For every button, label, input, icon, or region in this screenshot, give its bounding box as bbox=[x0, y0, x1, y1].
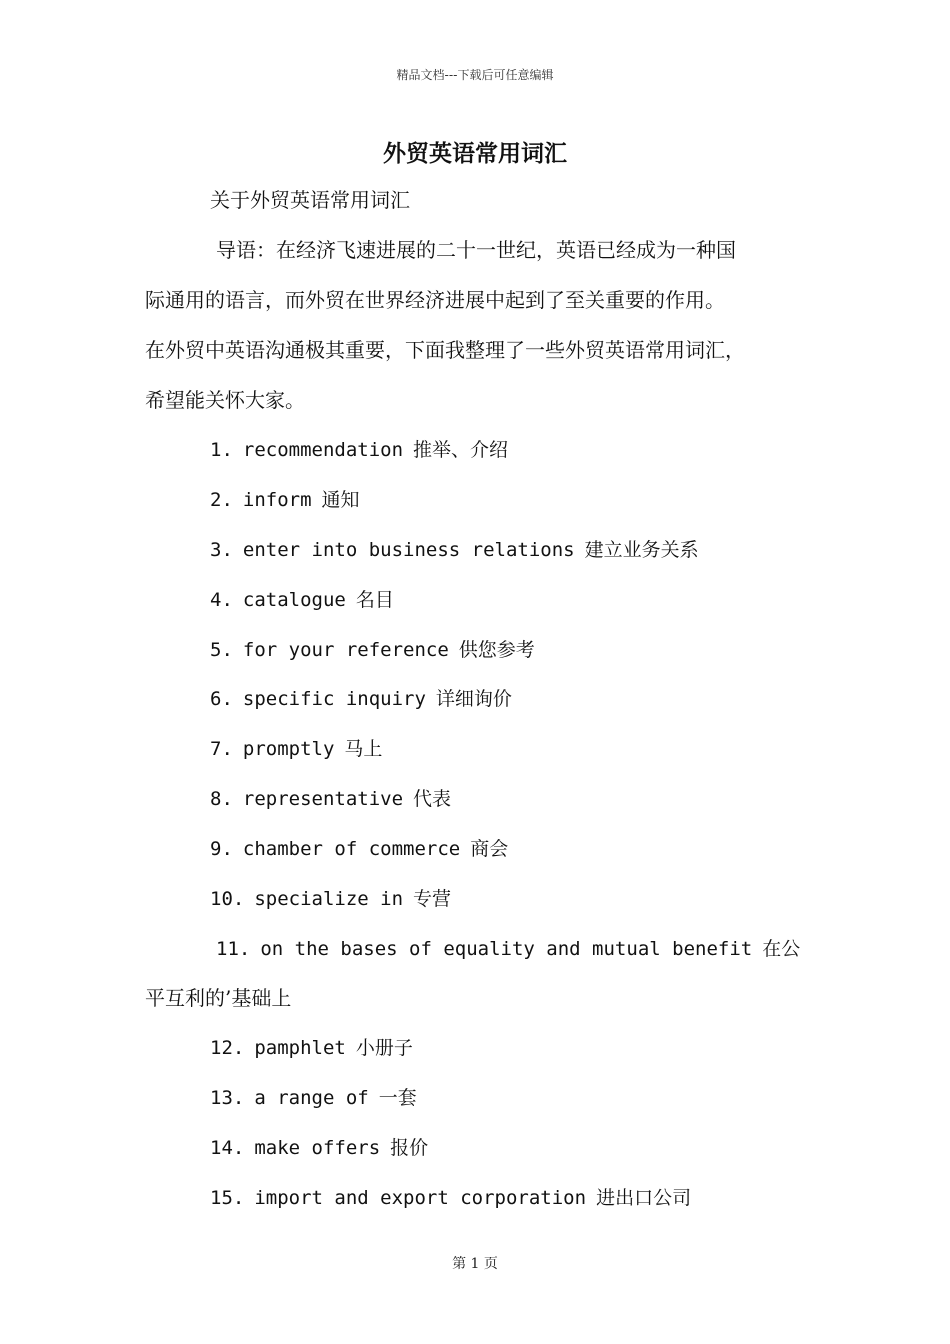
vocab-number: 9. bbox=[210, 838, 233, 860]
vocab-english: representative bbox=[242, 788, 404, 810]
vocab-number: 3. bbox=[210, 539, 233, 561]
document-title: 外贸英语常用词汇 bbox=[383, 140, 567, 167]
vocab-item-10 bbox=[210, 885, 451, 913]
vocab-english: inform bbox=[242, 489, 312, 511]
vocab-english: specific inquiry bbox=[242, 688, 426, 710]
vocab-chinese: 进出口公司 bbox=[596, 1187, 692, 1209]
vocab-chinese: 在公 bbox=[762, 938, 801, 960]
vocab-chinese: 小册子 bbox=[355, 1037, 413, 1059]
intro-line-4: 希望能关怀大家。 bbox=[145, 388, 305, 412]
header-note: 精品文档---下载后可任意编辑 bbox=[396, 68, 554, 82]
vocab-chinese: 商会 bbox=[470, 838, 509, 860]
vocab-item-7 bbox=[210, 735, 382, 763]
vocab-number: 11. bbox=[216, 938, 251, 960]
intro-line-1: 导语：在经济飞速进展的二十一世纪，英语已经成为一种国 bbox=[216, 238, 736, 262]
vocab-item-9 bbox=[210, 835, 508, 863]
vocab-chinese: 一套 bbox=[378, 1087, 417, 1109]
vocab-number: 15. bbox=[210, 1187, 245, 1209]
vocab-item-2 bbox=[210, 486, 360, 514]
document-subtitle: 关于外贸英语常用词汇 bbox=[210, 188, 410, 212]
intro-line-3: 在外贸中英语沟通极其重要，下面我整理了一些外贸英语常用词汇， bbox=[145, 338, 745, 362]
vocab-english: chamber of commerce bbox=[242, 838, 461, 860]
vocab-english: import and export corporation bbox=[254, 1187, 587, 1209]
vocab-number: 8. bbox=[210, 788, 233, 810]
vocab-chinese: 代表 bbox=[413, 788, 452, 810]
vocab-number: 10. bbox=[210, 888, 245, 910]
vocab-item-12 bbox=[210, 1034, 413, 1062]
vocab-english: promptly bbox=[242, 738, 335, 760]
vocab-chinese: 名目 bbox=[355, 589, 394, 611]
vocab-number: 5. bbox=[210, 639, 233, 661]
vocab-number: 1. bbox=[210, 439, 233, 461]
vocab-item-6 bbox=[210, 685, 512, 713]
vocab-english: recommendation bbox=[242, 439, 404, 461]
vocab-item-14 bbox=[210, 1134, 428, 1162]
vocab-item-4 bbox=[210, 586, 394, 614]
vocab-english: for your reference bbox=[242, 639, 449, 661]
vocab-chinese: 报价 bbox=[390, 1137, 429, 1159]
vocab-item-13 bbox=[210, 1084, 417, 1112]
vocab-english: pamphlet bbox=[254, 1037, 346, 1059]
vocab-item-5 bbox=[210, 636, 535, 664]
vocab-chinese: 建立业务关系 bbox=[584, 539, 699, 561]
intro-line-2: 际通用的语言，而外贸在世界经济进展中起到了至关重要的作用。 bbox=[145, 288, 725, 312]
page-number: 第 1 页 bbox=[452, 1256, 498, 1272]
vocab-item-11 bbox=[216, 935, 800, 963]
vocab-chinese: 专营 bbox=[413, 888, 452, 910]
vocab-english: enter into business relations bbox=[242, 539, 575, 561]
vocab-english: a range of bbox=[254, 1087, 369, 1109]
vocab-item-11-continuation: 平互利的’基础上 bbox=[145, 986, 292, 1010]
vocab-chinese: 推举、介绍 bbox=[413, 439, 509, 461]
vocab-item-15 bbox=[210, 1184, 691, 1212]
vocab-item-8 bbox=[210, 785, 451, 813]
vocab-chinese: 通知 bbox=[321, 489, 360, 511]
vocab-chinese: 马上 bbox=[344, 738, 383, 760]
vocab-english: on the bases of equality and mutual benefit bbox=[260, 938, 753, 960]
vocab-number: 6. bbox=[210, 688, 233, 710]
vocab-number: 13. bbox=[210, 1087, 245, 1109]
vocab-number: 2. bbox=[210, 489, 233, 511]
vocab-item-1 bbox=[210, 436, 508, 464]
vocab-english: make offers bbox=[254, 1137, 381, 1159]
vocab-chinese: 供您参考 bbox=[458, 639, 535, 661]
vocab-number: 4. bbox=[210, 589, 233, 611]
vocab-english: specialize in bbox=[254, 888, 404, 910]
vocab-number: 14. bbox=[210, 1137, 245, 1159]
vocab-english: catalogue bbox=[242, 589, 346, 611]
vocab-number: 12. bbox=[210, 1037, 245, 1059]
vocab-number: 7. bbox=[210, 738, 233, 760]
vocab-chinese: 详细询价 bbox=[435, 688, 512, 710]
vocab-item-3 bbox=[210, 536, 699, 564]
